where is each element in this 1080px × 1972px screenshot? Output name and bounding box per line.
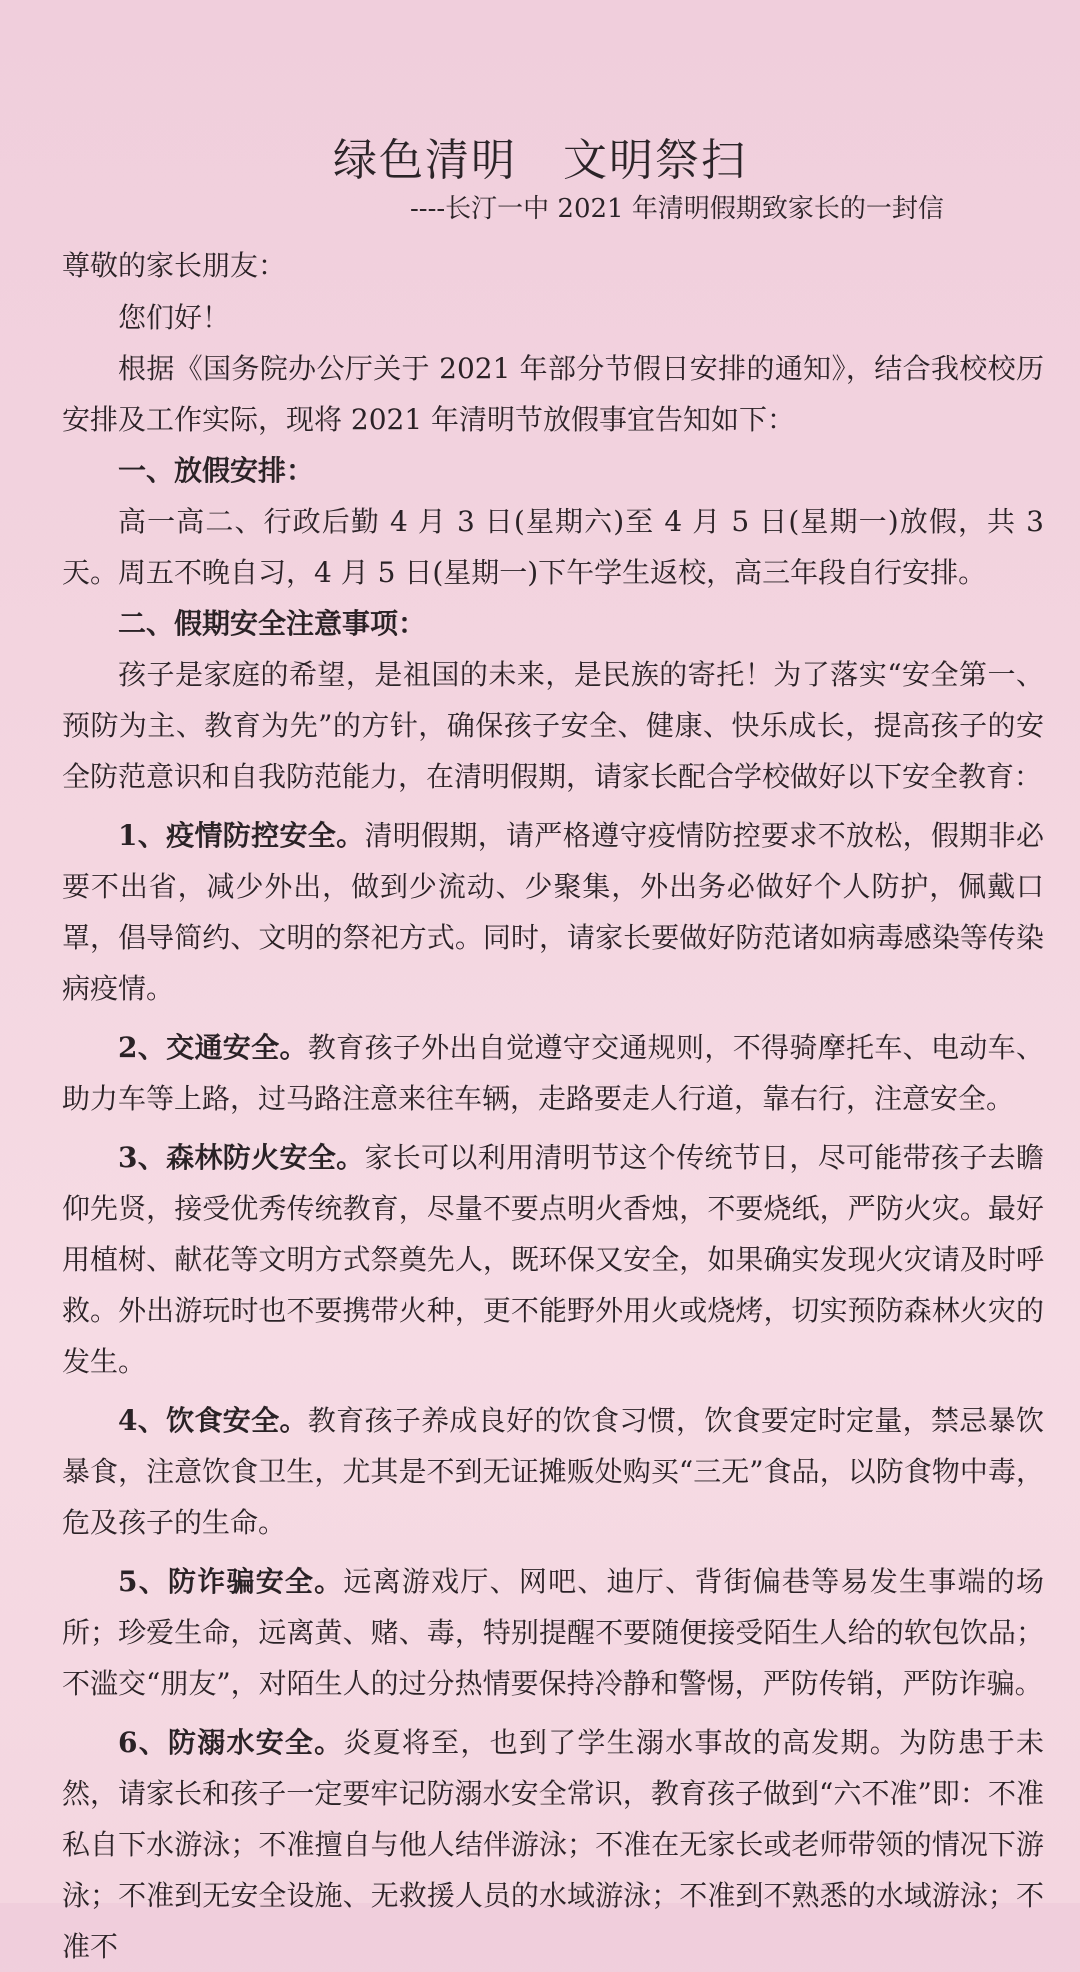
- greeting: 尊敬的家长朋友：: [62, 249, 287, 282]
- item-lead: 1、疫情防控安全。: [118, 819, 365, 852]
- safety-item-food: 4、饮食安全。教育孩子养成良好的饮食习惯，饮食要定时定量，禁忌暴饮暴食，注意饮食卫生，尤其是不到无证摊贩处购买“三无”食品，以防食物中毒，危及孩子的生命。: [62, 1404, 1044, 1539]
- item-lead: 2、交通安全。: [118, 1031, 308, 1064]
- letter-title: 绿色清明 文明祭扫: [333, 135, 747, 186]
- section-heading-safety: 二、假期安全注意事项：: [118, 607, 427, 640]
- item-lead: 4、饮食安全。: [118, 1404, 308, 1437]
- salutation: 您们好！: [118, 301, 231, 334]
- safety-item-traffic: 2、交通安全。教育孩子外出自觉遵守交通规则，不得骑摩托车、电动车、助力车等上路，过马路注意来往车辆，走路要走人行道，靠右行，注意安全。: [62, 1031, 1044, 1115]
- letter-body: [62, 292, 1044, 1972]
- safety-intro-paragraph: 孩子是家庭的希望，是祖国的未来，是民族的寄托！为了落实“安全第一、预防为主、教育为先”的方针，确保孩子安全、健康、快乐成长，提高孩子的安全防范意识和自我防范能力，在清明假期，请家长配合学校做好以下安全教育：: [62, 658, 1044, 793]
- item-lead: 5、防诈骗安全。: [118, 1565, 344, 1598]
- holiday-paragraph: 高一高二、行政后勤 4 月 3 日(星期六)至 4 月 5 日(星期一)放假，共 3 天。周五不晚自习，4 月 5 日(星期一)下午学生返校，高三年段自行安排。: [62, 505, 1044, 589]
- safety-item-drowning: 6、防溺水安全。炎夏将至，也到了学生溺水事故的高发期。为防患于未然，请家长和孩子一定要牢记防溺水安全常识，教育孩子做到“六不准”即：不准私自下水游泳；不准擅自与他人结伴游泳；不准在无家长或老师带领的情况下游泳；不准到无安全设施、无救援人员的水域游泳；不准到不熟悉的水域游泳；不准不: [62, 1726, 1044, 1963]
- intro-paragraph: 根据《国务院办公厅关于 2021 年部分节假日安排的通知》，结合我校校历安排及工作实际，现将 2021 年清明节放假事宜告知如下：: [62, 352, 1044, 436]
- safety-item-epidemic: 1、疫情防控安全。清明假期，请严格遵守疫情防控要求不放松，假期非必要不出省，减少外出，做到少流动、少聚集，外出务必做好个人防护，佩戴口罩，倡导简约、文明的祭祀方式。同时，请家长要做好防范诸如病毒感染等传染病疫情。: [62, 819, 1044, 1005]
- item-lead: 6、防溺水安全。: [118, 1726, 344, 1759]
- letter-subtitle: ----长汀一中 2021 年清明假期致家长的一封信: [410, 194, 944, 224]
- safety-item-fraud: 5、防诈骗安全。远离游戏厅、网吧、迪厅、背街偏巷等易发生事端的场所；珍爱生命，远离黄、赌、毒，特别提醒不要随便接受陌生人给的软包饮品；不滥交“朋友”，对陌生人的过分热情要保持冷静和警惕，严防传销，严防诈骗。: [62, 1565, 1044, 1700]
- safety-item-forest-fire: 3、森林防火安全。家长可以利用清明节这个传统节日，尽可能带孩子去瞻仰先贤，接受优秀传统教育，尽量不要点明火香烛，不要烧纸，严防火灾。最好用植树、献花等文明方式祭奠先人，既环保又安全，如果确实发现火灾请及时呼救。外出游玩时也不要携带火种，更不能野外用火或烧烤，切实预防森林火灾的发生。: [62, 1141, 1044, 1378]
- section-heading-holiday: 一、放假安排：: [118, 454, 315, 487]
- item-lead: 3、森林防火安全。: [118, 1141, 365, 1174]
